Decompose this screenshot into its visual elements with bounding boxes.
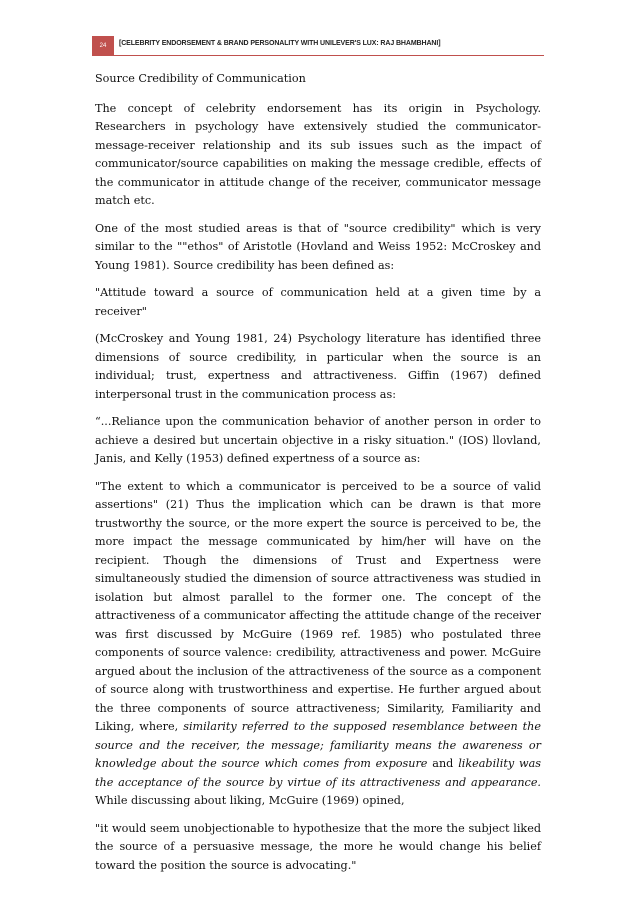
paragraph-4-text-2: and (427, 757, 459, 770)
section-heading: Source Credibility of Communication (95, 72, 306, 85)
running-header-title: [CELEBRITY ENDORSEMENT & BRAND PERSONALITY WITH UNILEVER'S LUX: RAJ BHAMBHANI] (114, 36, 544, 56)
page-header (92, 36, 544, 56)
quote-paragraph-1: "Attitude toward a source of communication held at a given time by a receiver" (95, 286, 541, 318)
quote-paragraph-2: “...Reliance upon the communication behavior of another person in order to achieve a desired but uncertain objective in a risky situation." (IOS) llovland, Janis, and Kelly (1953) defined expertness of a source as: (95, 415, 541, 465)
paragraph-4 (95, 478, 541, 811)
paragraph-1: The concept of celebrity endorsement has its origin in Psychology. Researchers in psychology have extensively studied the communicator-message-receiver relationship and its sub issues such as the impact of communicator/source capabilities on making the message credible, effects of the communicator in attitude change of the receiver, communicator message match etc. (95, 101, 541, 207)
paragraph-4-text-1: "The extent to which a communicator is perceived to be a source of valid assertions" (21) Thus the implication which can be drawn is that more trustworthy the source, or the more expert the source is perceived to be, the more impact the message communicated by him/her will have on the recipient. Though the dimensions of Trust and Expertness were simultaneously studied the dimension of source attractiveness was studied in isolation but almost parallel to the former one. The concept of the attractiveness of a communicator affecting the attitude change of the receiver was first discussed by McGuire (1969 ref. 1985) who postulated three components of source valence: credibility, attractiveness and power. McGuire argued about the inclusion of the attractiveness of the source as a component of source along with trustworthiness and expertise. He further argued about the three components of source attractiveness; Similarity, Familiarity and Liking, where, (95, 479, 541, 733)
document-body (95, 70, 541, 884)
paragraph-4-italic-1: similarity referred to the supposed resemblance between the source and the receiver, the message; familiarity means the awareness or knowledge about the source which comes from exposure (95, 720, 541, 770)
paragraph-4-italic-2: likeability was the acceptance of the source by virtue of its attractiveness and appearance. (95, 757, 541, 789)
paragraph-3: (McCroskey and Young 1981, 24) Psychology literature has identified three dimensions of source credibility, in particular when the source is an individual; trust, expertness and attractiveness. Giffin (1967) defined interpersonal trust in the communication process as: (95, 332, 541, 401)
page-number: 24 (92, 36, 114, 56)
paragraph-4-text-3: While discussing about liking, McGuire (1969) opined, (95, 794, 405, 807)
paragraph-2: One of the most studied areas is that of "source credibility" which is very similar to the ""ethos" of Aristotle (Hovland and Weiss 1952: McCroskey and Young 1981). Source credibility has been defined as: (95, 221, 541, 272)
quote-paragraph-3: "it would seem unobjectionable to hypothesize that the more the subject liked the source of a persuasive message, the more he would change his belief toward the position the source is advocating." (95, 821, 541, 872)
